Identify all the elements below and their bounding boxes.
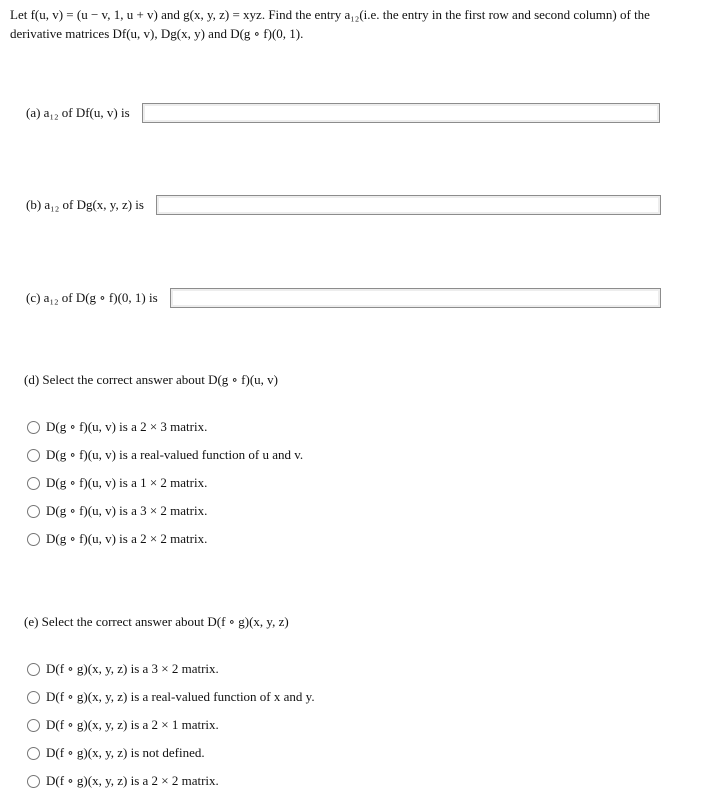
part-c-row: [26, 288, 661, 308]
part-a-label: (a) a₁₂ of Df(u, v) is: [26, 105, 130, 120]
part-e-option-3[interactable]: [27, 717, 219, 733]
part-e-option-2[interactable]: [27, 689, 315, 705]
part-d-heading: (d) Select the correct answer about D(g ∘ f)(u, v): [24, 372, 278, 387]
radio-button[interactable]: [27, 663, 40, 676]
part-d-option-1[interactable]: [27, 419, 207, 435]
problem-statement: [10, 5, 706, 43]
part-b-label: (b) a₁₂ of Dg(x, y, z) is: [26, 197, 144, 212]
radio-button[interactable]: [27, 477, 40, 490]
part-e-option-5-label: D(f ∘ g)(x, y, z) is a 2 × 2 matrix.: [46, 773, 219, 788]
part-e-option-3-label: D(f ∘ g)(x, y, z) is a 2 × 1 matrix.: [46, 717, 219, 732]
radio-button[interactable]: [27, 747, 40, 760]
part-d-option-3-label: D(g ∘ f)(u, v) is a 1 × 2 matrix.: [46, 475, 208, 490]
part-c-answer-input[interactable]: [170, 288, 661, 308]
part-e-heading: (e) Select the correct answer about D(f ∘ g)(x, y, z): [24, 614, 289, 629]
part-e-option-4[interactable]: [27, 745, 205, 761]
part-d-option-1-label: D(g ∘ f)(u, v) is a 2 × 3 matrix.: [46, 419, 208, 434]
part-e-option-1-label: D(f ∘ g)(x, y, z) is a 3 × 2 matrix.: [46, 661, 219, 676]
part-d-option-3[interactable]: [27, 475, 207, 491]
problem-statement-line-1: Let f(u, v) = (u − v, 1, u + v) and g(x, y, z) = xyz. Find the entry a₁₂(i.e. the entry in the first row and second column) of the: [10, 7, 650, 22]
part-d-option-2[interactable]: [27, 447, 303, 463]
part-a-answer-input[interactable]: [142, 103, 660, 123]
part-d-option-5-label: D(g ∘ f)(u, v) is a 2 × 2 matrix.: [46, 531, 208, 546]
radio-button[interactable]: [27, 449, 40, 462]
radio-button[interactable]: [27, 719, 40, 732]
part-a-row: [26, 103, 660, 123]
radio-button[interactable]: [27, 421, 40, 434]
radio-button[interactable]: [27, 505, 40, 518]
part-d-option-4[interactable]: [27, 503, 207, 519]
part-e-option-5[interactable]: [27, 773, 219, 789]
part-e-option-4-label: D(f ∘ g)(x, y, z) is not defined.: [46, 745, 205, 760]
radio-button[interactable]: [27, 533, 40, 546]
radio-button[interactable]: [27, 691, 40, 704]
part-d-option-5[interactable]: [27, 531, 207, 547]
part-b-answer-input[interactable]: [156, 195, 661, 215]
part-d-option-2-label: D(g ∘ f)(u, v) is a real-valued function of u and v.: [46, 447, 304, 462]
part-e-option-1[interactable]: [27, 661, 219, 677]
radio-button[interactable]: [27, 775, 40, 788]
problem-statement-line-2: derivative matrices Df(u, v), Dg(x, y) and D(g ∘ f)(0, 1).: [10, 26, 304, 41]
part-c-label: (c) a₁₂ of D(g ∘ f)(0, 1) is: [26, 290, 158, 305]
part-b-row: [26, 195, 661, 215]
part-d-option-4-label: D(g ∘ f)(u, v) is a 3 × 2 matrix.: [46, 503, 208, 518]
part-e-option-2-label: D(f ∘ g)(x, y, z) is a real-valued function of x and y.: [46, 689, 315, 704]
